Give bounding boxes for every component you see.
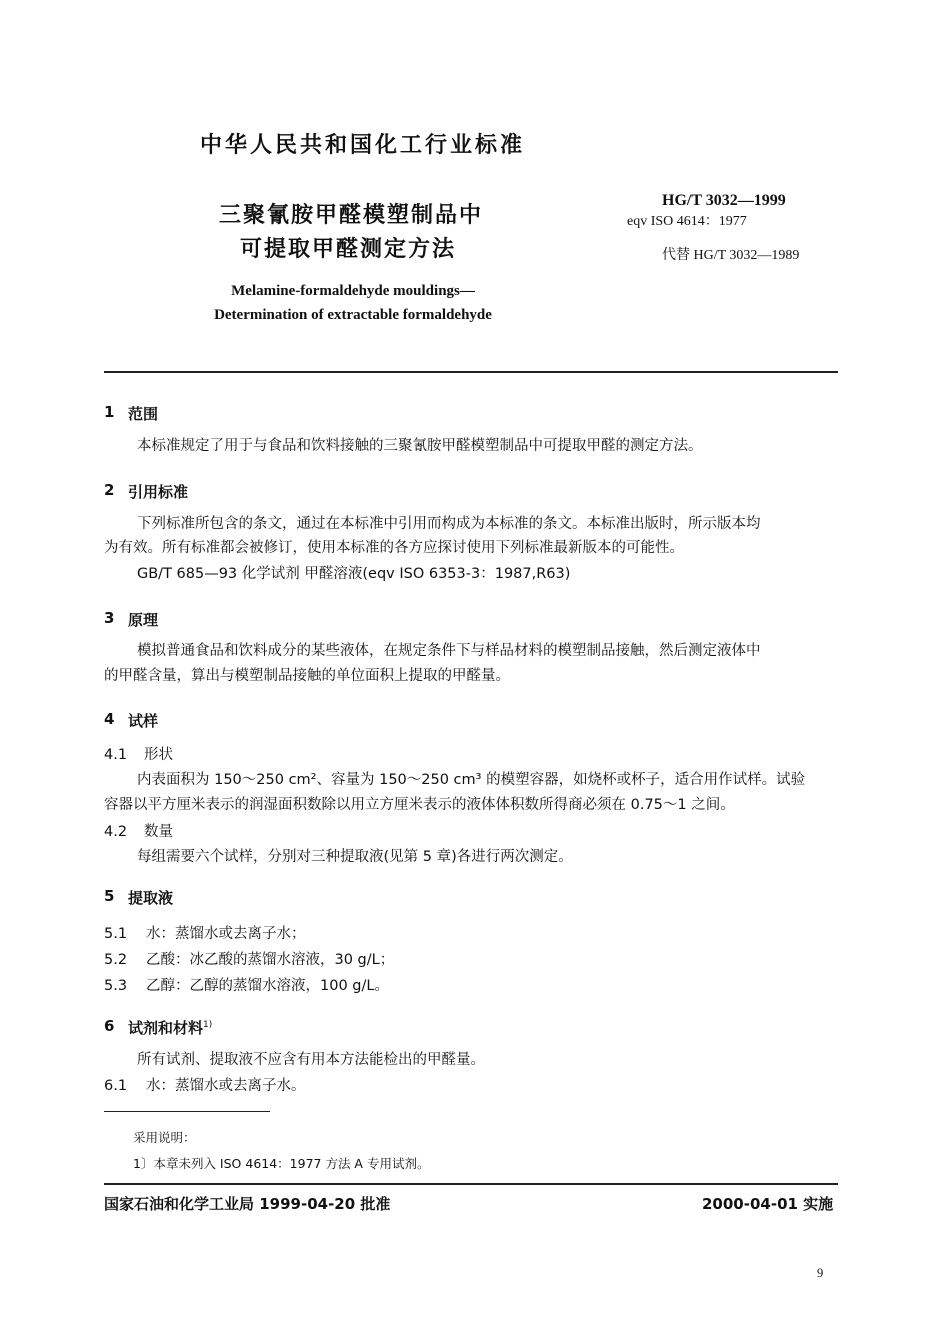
item-5-2-text: 乙酸：冰乙酸的蒸馏水溶液，30 g/L； <box>146 952 395 968</box>
section-4-title: 试样 <box>128 712 159 730</box>
section-5-number: 5 <box>104 887 115 905</box>
subsection-4-1-number: 4.1 <box>104 747 128 763</box>
item-5-1-number: 5.1 <box>104 926 128 942</box>
item-5-1-text: 水：蒸馏水或去离子水； <box>146 926 306 942</box>
title-line-2: 可提取甲醛测定方法 <box>240 237 457 262</box>
standard-number: HG/T 3032—1999 <box>662 192 786 209</box>
section-3-number: 3 <box>104 609 115 627</box>
equivalent-standard: eqv ISO 4614：1977 <box>627 214 747 229</box>
section-3-body-line-1: 模拟普通食品和饮料成分的某些液体，在规定条件下与样品材料的模塑制品接触，然后测定液体中 <box>137 643 761 659</box>
section-2-body-line-1: 下列标准所包含的条文，通过在本标准中引用而构成为本标准的条文。本标准出版时，所示版本均 <box>137 516 761 532</box>
english-title-line-2: Determination of extractable formaldehyde <box>214 307 492 323</box>
section-6-number: 6 <box>104 1017 115 1035</box>
item-6-1-number: 6.1 <box>104 1078 128 1094</box>
section-3-title: 原理 <box>128 611 159 629</box>
section-1-title: 范围 <box>128 405 159 423</box>
section-2-title: 引用标准 <box>128 483 189 501</box>
section-6-body: 所有试剂、提取液不应含有用本方法能检出的甲醛量。 <box>137 1052 485 1068</box>
header-divider <box>104 371 838 373</box>
subsection-4-2-body: 每组需要六个试样，分别对三种提取液(见第 5 章)各进行两次测定。 <box>137 849 573 865</box>
subsection-4-1-title: 形状 <box>144 747 173 763</box>
subsection-4-1-body-line-2: 容器以平方厘米表示的润湿面积数除以用立方厘米表示的液体体积数所得商必须在 0.75～1 之间。 <box>104 797 735 813</box>
issuing-category: 中华人民共和国化工行业标准 <box>200 133 526 158</box>
approval-line: 国家石油和化学工业局 1999-04-20 批准 <box>104 1195 391 1213</box>
footer-divider <box>104 1183 838 1185</box>
page-number: 9 <box>817 1266 824 1280</box>
section-2-body-line-2: 为有效。所有标准都会被修订，使用本标准的各方应探讨使用下列标准最新版本的可能性。 <box>104 540 684 556</box>
item-5-2-number: 5.2 <box>104 952 128 968</box>
footnote-heading: 采用说明： <box>133 1130 196 1145</box>
section-3-body-line-2: 的甲醛含量，算出与模塑制品接触的单位面积上提取的甲醛量。 <box>104 668 510 684</box>
subsection-4-2-number: 4.2 <box>104 824 128 840</box>
section-2-number: 2 <box>104 481 115 499</box>
footnote-1: 1〕本章未列入 ISO 4614：1977 方法 A 专用试剂。 <box>133 1156 430 1171</box>
section-1-body: 本标准规定了用于与食品和饮料接触的三聚氰胺甲醛模塑制品中可提取甲醛的测定方法。 <box>137 438 703 454</box>
title-line-1: 三聚氰胺甲醛模塑制品中 <box>219 203 484 228</box>
replaced-standard: 代替 HG/T 3032—1989 <box>662 248 800 263</box>
item-5-3-text: 乙醇：乙醇的蒸馏水溶液，100 g/L。 <box>146 978 389 994</box>
section-6-title: 试剂和材料$^{1)}$ <box>128 1019 213 1037</box>
footnote-mark: 1) <box>203 1020 213 1030</box>
effective-date: 2000-04-01 实施 <box>702 1195 834 1213</box>
english-title-line-1: Melamine-formaldehyde mouldings— <box>231 283 475 299</box>
section-2-reference: GB/T 685—93 化学试剂 甲醛溶液(eqv ISO 6353-3：1987,R63) <box>137 566 571 582</box>
subsection-4-2-title: 数量 <box>144 824 173 840</box>
subsection-4-1-body-line-1: 内表面积为 150～250 cm²、容量为 150～250 cm³ 的模塑容器，如烧杯或杯子，适合用作试样。试验 <box>137 772 806 788</box>
section-1-number: 1 <box>104 403 115 421</box>
footnote-divider <box>104 1111 270 1112</box>
section-5-title: 提取液 <box>128 889 174 907</box>
section-4-number: 4 <box>104 710 115 728</box>
item-6-1-text: 水：蒸馏水或去离子水。 <box>146 1078 306 1094</box>
item-5-3-number: 5.3 <box>104 978 128 994</box>
